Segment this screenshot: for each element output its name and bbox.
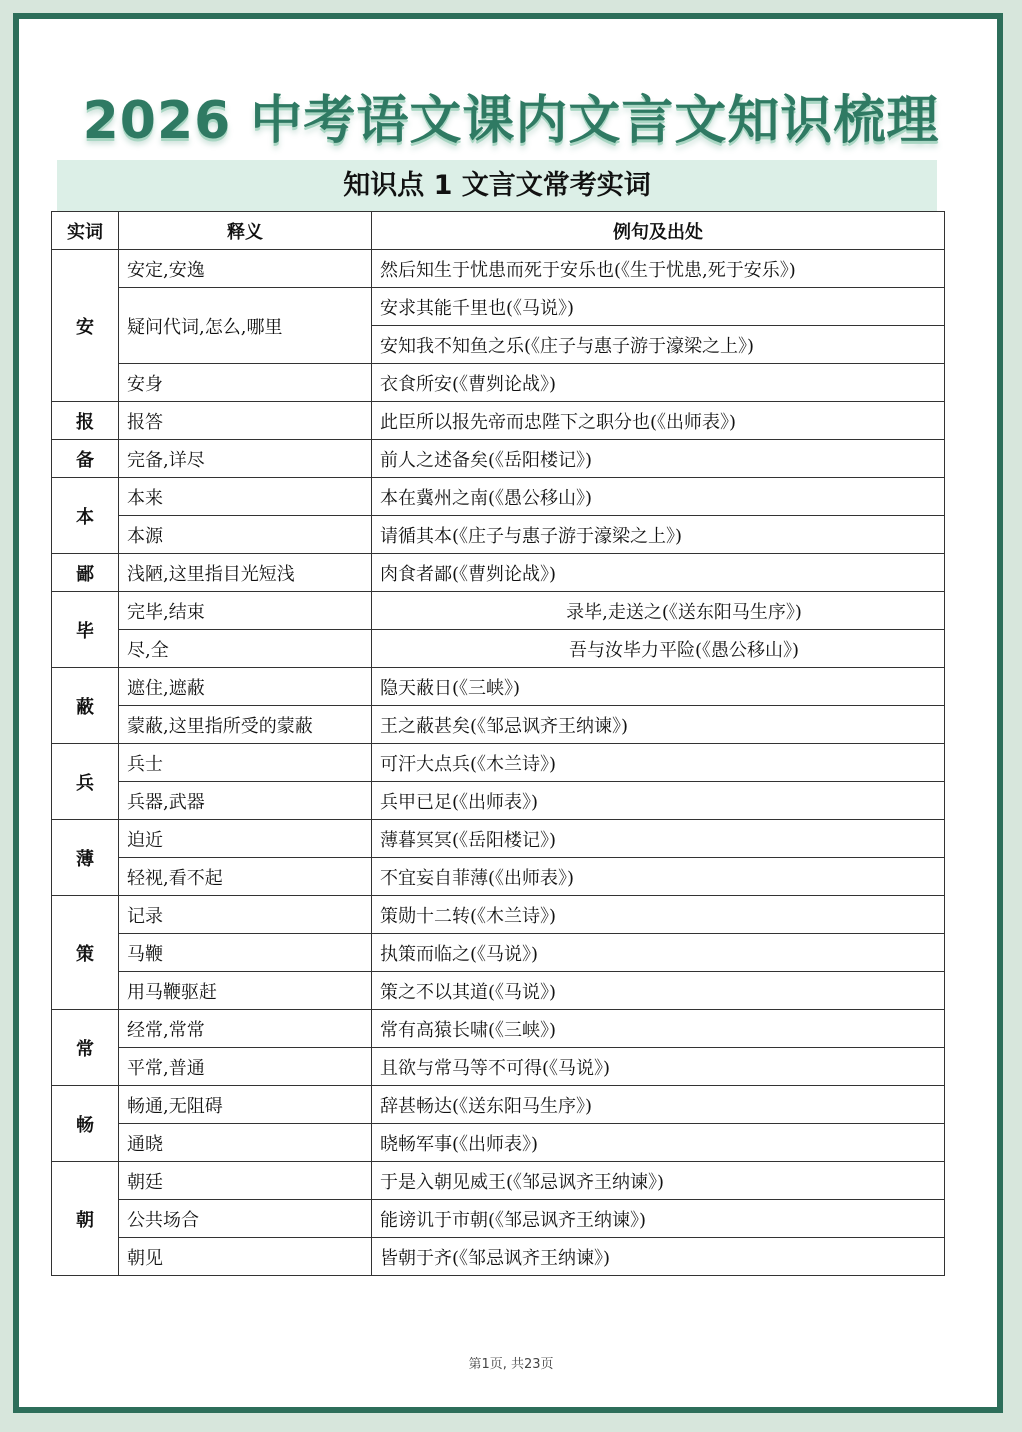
table-row <box>52 1048 945 1086</box>
page-title: 2026 中考语文课内文言文知识梳理 <box>82 91 940 151</box>
word-cell: 朝 <box>52 1162 119 1276</box>
table-row <box>52 440 945 478</box>
example-cell: 衣食所安(《曹刿论战》) <box>372 364 945 402</box>
table-row <box>52 554 945 592</box>
header-word: 实词 <box>52 212 119 250</box>
table-row <box>52 1238 945 1276</box>
example-cell: 录毕,走送之(《送东阳马生序》) <box>372 592 945 630</box>
example-cell: 安求其能千里也(《马说》) <box>372 288 945 326</box>
table-row <box>52 972 945 1010</box>
table-row <box>52 1086 945 1124</box>
word-cell: 本 <box>52 478 119 554</box>
word-cell: 常 <box>52 1010 119 1086</box>
example-cell: 兵甲已足(《出师表》) <box>372 782 945 820</box>
table-row <box>52 630 945 668</box>
example-cell: 策勋十二转(《木兰诗》) <box>372 896 945 934</box>
table-body <box>52 250 945 1276</box>
example-cell: 然后知生于忧患而死于安乐也(《生于忧患,死于安乐》) <box>372 250 945 288</box>
table-row <box>52 896 945 934</box>
table-row <box>52 478 945 516</box>
example-cell: 且欲与常马等不可得(《马说》) <box>372 1048 945 1086</box>
meaning-cell: 安身 <box>119 364 372 402</box>
meaning-cell: 浅陋,这里指目光短浅 <box>119 554 372 592</box>
meaning-cell: 遮住,遮蔽 <box>119 668 372 706</box>
example-cell: 吾与汝毕力平险(《愚公移山》) <box>372 630 945 668</box>
meaning-cell: 报答 <box>119 402 372 440</box>
meaning-cell: 朝见 <box>119 1238 372 1276</box>
meaning-cell: 用马鞭驱赶 <box>119 972 372 1010</box>
table-row <box>52 250 945 288</box>
meaning-cell: 尽,全 <box>119 630 372 668</box>
table-row <box>52 1200 945 1238</box>
header-example: 例句及出处 <box>372 212 945 250</box>
meaning-cell: 轻视,看不起 <box>119 858 372 896</box>
example-cell: 执策而临之(《马说》) <box>372 934 945 972</box>
meaning-cell: 朝廷 <box>119 1162 372 1200</box>
section-heading: 知识点 1 文言文常考实词 <box>57 160 937 212</box>
table-row <box>52 592 945 630</box>
word-cell: 毕 <box>52 592 119 668</box>
example-cell: 能谤讥于市朝(《邹忌讽齐王纳谏》) <box>372 1200 945 1238</box>
example-cell: 于是入朝见威王(《邹忌讽齐王纳谏》) <box>372 1162 945 1200</box>
word-cell: 安 <box>52 250 119 402</box>
table-row <box>52 364 945 402</box>
table-row <box>52 744 945 782</box>
meaning-cell: 疑问代词,怎么,哪里 <box>119 288 372 364</box>
word-cell: 蔽 <box>52 668 119 744</box>
meaning-cell: 蒙蔽,这里指所受的蒙蔽 <box>119 706 372 744</box>
example-cell: 此臣所以报先帝而忠陛下之职分也(《出师表》) <box>372 402 945 440</box>
meaning-cell: 完备,详尽 <box>119 440 372 478</box>
meaning-cell: 本来 <box>119 478 372 516</box>
example-cell: 肉食者鄙(《曹刿论战》) <box>372 554 945 592</box>
meaning-cell: 记录 <box>119 896 372 934</box>
example-cell: 皆朝于齐(《邹忌讽齐王纳谏》) <box>372 1238 945 1276</box>
example-cell: 常有高猿长啸(《三峡》) <box>372 1010 945 1048</box>
word-cell: 备 <box>52 440 119 478</box>
example-cell: 请循其本(《庄子与惠子游于濠梁之上》) <box>372 516 945 554</box>
meaning-cell: 兵器,武器 <box>119 782 372 820</box>
example-cell: 本在冀州之南(《愚公移山》) <box>372 478 945 516</box>
table-row <box>52 668 945 706</box>
meaning-cell: 本源 <box>119 516 372 554</box>
word-cell: 鄙 <box>52 554 119 592</box>
example-cell: 王之蔽甚矣(《邹忌讽齐王纳谏》) <box>372 706 945 744</box>
meaning-cell: 迫近 <box>119 820 372 858</box>
meaning-cell: 畅通,无阻碍 <box>119 1086 372 1124</box>
meaning-cell: 兵士 <box>119 744 372 782</box>
meaning-cell: 安定,安逸 <box>119 250 372 288</box>
table-row <box>52 706 945 744</box>
table-row <box>52 858 945 896</box>
table-row <box>52 782 945 820</box>
meaning-cell: 完毕,结束 <box>119 592 372 630</box>
word-cell: 薄 <box>52 820 119 896</box>
table-row <box>52 288 945 326</box>
example-cell: 薄暮冥冥(《岳阳楼记》) <box>372 820 945 858</box>
word-cell: 策 <box>52 896 119 1010</box>
meaning-cell: 通晓 <box>119 1124 372 1162</box>
example-cell: 辞甚畅达(《送东阳马生序》) <box>372 1086 945 1124</box>
meaning-cell: 平常,普通 <box>119 1048 372 1086</box>
header-meaning: 释义 <box>119 212 372 250</box>
meaning-cell: 马鞭 <box>119 934 372 972</box>
table-row <box>52 516 945 554</box>
table-row <box>52 402 945 440</box>
word-cell: 兵 <box>52 744 119 820</box>
table-header-row <box>52 212 945 250</box>
example-cell: 可汗大点兵(《木兰诗》) <box>372 744 945 782</box>
page-number: 第1页, 共23页 <box>468 1357 554 1372</box>
table-row <box>52 820 945 858</box>
example-cell: 晓畅军事(《出师表》) <box>372 1124 945 1162</box>
table-row <box>52 1162 945 1200</box>
table-row <box>52 1124 945 1162</box>
example-cell: 策之不以其道(《马说》) <box>372 972 945 1010</box>
example-cell: 不宜妄自菲薄(《出师表》) <box>372 858 945 896</box>
example-cell: 前人之述备矣(《岳阳楼记》) <box>372 440 945 478</box>
example-cell: 安知我不知鱼之乐(《庄子与惠子游于濠梁之上》) <box>372 326 945 364</box>
word-cell: 畅 <box>52 1086 119 1162</box>
word-cell: 报 <box>52 402 119 440</box>
example-cell: 隐天蔽日(《三峡》) <box>372 668 945 706</box>
table-row <box>52 1010 945 1048</box>
meaning-cell: 经常,常常 <box>119 1010 372 1048</box>
vocabulary-table <box>51 211 945 1276</box>
meaning-cell: 公共场合 <box>119 1200 372 1238</box>
table-row <box>52 934 945 972</box>
